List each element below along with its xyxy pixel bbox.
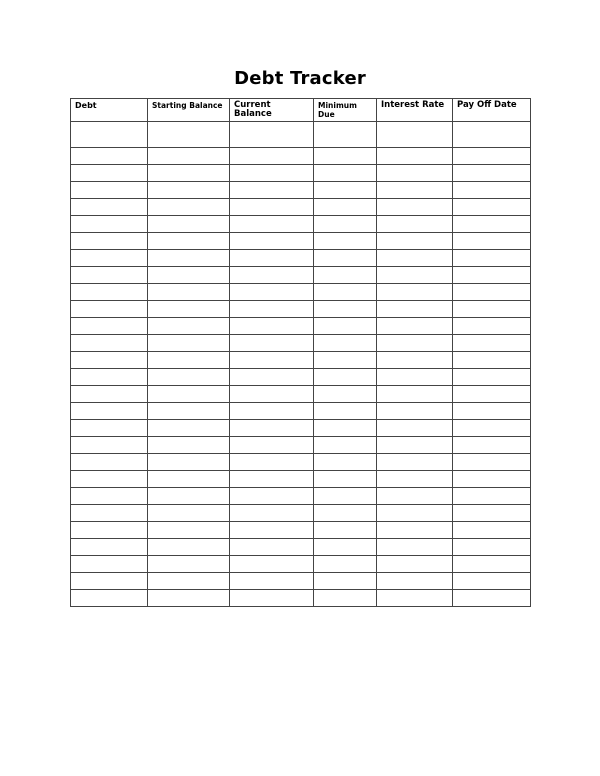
table-cell[interactable] bbox=[314, 165, 377, 182]
column-header-interest-rate: Interest Rate bbox=[377, 99, 453, 122]
table-cell[interactable] bbox=[377, 590, 453, 607]
table-cell[interactable] bbox=[148, 420, 230, 437]
table-row bbox=[71, 556, 531, 573]
table-cell[interactable] bbox=[377, 454, 453, 471]
table-cell[interactable] bbox=[453, 403, 531, 420]
table-cell[interactable] bbox=[71, 437, 148, 454]
table-cell[interactable] bbox=[453, 505, 531, 522]
table-cell[interactable] bbox=[71, 250, 148, 267]
table-row bbox=[71, 590, 531, 607]
table-cell[interactable] bbox=[453, 165, 531, 182]
table-cell[interactable] bbox=[71, 403, 148, 420]
table-row bbox=[71, 250, 531, 267]
table-cell[interactable] bbox=[314, 267, 377, 284]
column-header-pay-off-date: Pay Off Date bbox=[453, 99, 531, 122]
table-row bbox=[71, 420, 531, 437]
table-cell[interactable] bbox=[377, 233, 453, 250]
table-body bbox=[71, 122, 531, 607]
table-cell[interactable] bbox=[71, 386, 148, 403]
table-cell[interactable] bbox=[230, 386, 314, 403]
table-row bbox=[71, 267, 531, 284]
column-header-starting-balance: Starting Balance bbox=[148, 99, 230, 122]
table-cell[interactable] bbox=[377, 301, 453, 318]
column-header-current-balance: Current Balance bbox=[230, 99, 314, 122]
table-cell[interactable] bbox=[71, 352, 148, 369]
table-cell[interactable] bbox=[377, 182, 453, 199]
table-cell[interactable] bbox=[148, 522, 230, 539]
table-cell[interactable] bbox=[453, 437, 531, 454]
table-cell[interactable] bbox=[453, 488, 531, 505]
table-cell[interactable] bbox=[148, 318, 230, 335]
table-cell[interactable] bbox=[230, 454, 314, 471]
table-cell[interactable] bbox=[314, 590, 377, 607]
table-cell[interactable] bbox=[377, 318, 453, 335]
table-cell[interactable] bbox=[453, 335, 531, 352]
table-cell[interactable] bbox=[148, 199, 230, 216]
table-cell[interactable] bbox=[453, 556, 531, 573]
table-cell[interactable] bbox=[453, 182, 531, 199]
table-row bbox=[71, 573, 531, 590]
table-cell[interactable] bbox=[453, 573, 531, 590]
table-cell[interactable] bbox=[71, 420, 148, 437]
table-cell[interactable] bbox=[71, 522, 148, 539]
table-cell[interactable] bbox=[377, 437, 453, 454]
table-row bbox=[71, 318, 531, 335]
table-cell[interactable] bbox=[71, 488, 148, 505]
table-cell[interactable] bbox=[377, 250, 453, 267]
table-cell[interactable] bbox=[314, 318, 377, 335]
table-row bbox=[71, 505, 531, 522]
table-cell[interactable] bbox=[148, 369, 230, 386]
table-cell[interactable] bbox=[148, 233, 230, 250]
table-cell[interactable] bbox=[148, 573, 230, 590]
table-cell[interactable] bbox=[377, 335, 453, 352]
debt-tracker-table bbox=[70, 98, 531, 607]
table-cell[interactable] bbox=[314, 403, 377, 420]
table-cell[interactable] bbox=[314, 369, 377, 386]
column-header-debt: Debt bbox=[71, 99, 148, 122]
table-cell[interactable] bbox=[230, 233, 314, 250]
table-cell[interactable] bbox=[148, 590, 230, 607]
table-cell[interactable] bbox=[71, 182, 148, 199]
table-cell[interactable] bbox=[230, 573, 314, 590]
table-cell[interactable] bbox=[71, 233, 148, 250]
table-cell[interactable] bbox=[230, 471, 314, 488]
table-row bbox=[71, 148, 531, 165]
table-cell[interactable] bbox=[314, 148, 377, 165]
table-cell[interactable] bbox=[453, 590, 531, 607]
table-row bbox=[71, 403, 531, 420]
table-cell[interactable] bbox=[453, 369, 531, 386]
table-cell[interactable] bbox=[230, 369, 314, 386]
table-cell[interactable] bbox=[377, 148, 453, 165]
table-row bbox=[71, 165, 531, 182]
table-cell[interactable] bbox=[71, 454, 148, 471]
table-cell[interactable] bbox=[314, 488, 377, 505]
table-cell[interactable] bbox=[148, 352, 230, 369]
table-cell[interactable] bbox=[230, 505, 314, 522]
table-cell[interactable] bbox=[230, 267, 314, 284]
table-cell[interactable] bbox=[377, 122, 453, 148]
table-cell[interactable] bbox=[230, 403, 314, 420]
table-row bbox=[71, 471, 531, 488]
table-cell[interactable] bbox=[230, 522, 314, 539]
table-row bbox=[71, 352, 531, 369]
table-cell[interactable] bbox=[71, 301, 148, 318]
table-cell[interactable] bbox=[230, 488, 314, 505]
table-cell[interactable] bbox=[230, 122, 314, 148]
table-cell[interactable] bbox=[314, 505, 377, 522]
table-cell[interactable] bbox=[148, 505, 230, 522]
table-cell[interactable] bbox=[377, 199, 453, 216]
table-cell[interactable] bbox=[71, 216, 148, 233]
table-cell[interactable] bbox=[377, 386, 453, 403]
table-cell[interactable] bbox=[230, 437, 314, 454]
table-cell[interactable] bbox=[230, 301, 314, 318]
table-cell[interactable] bbox=[148, 386, 230, 403]
table-row bbox=[71, 488, 531, 505]
table-cell[interactable] bbox=[230, 335, 314, 352]
table-cell[interactable] bbox=[71, 148, 148, 165]
table-cell[interactable] bbox=[230, 182, 314, 199]
table-cell[interactable] bbox=[314, 471, 377, 488]
table-cell[interactable] bbox=[377, 369, 453, 386]
table-cell[interactable] bbox=[71, 122, 148, 148]
table-cell[interactable] bbox=[71, 539, 148, 556]
table-cell[interactable] bbox=[148, 267, 230, 284]
table-cell[interactable] bbox=[377, 403, 453, 420]
table-cell[interactable] bbox=[314, 556, 377, 573]
table-row bbox=[71, 539, 531, 556]
table-cell[interactable] bbox=[453, 386, 531, 403]
table-cell[interactable] bbox=[230, 284, 314, 301]
table-row bbox=[71, 216, 531, 233]
table-row bbox=[71, 182, 531, 199]
table-cell[interactable] bbox=[314, 420, 377, 437]
table-cell[interactable] bbox=[314, 386, 377, 403]
table-cell[interactable] bbox=[148, 165, 230, 182]
table-cell[interactable] bbox=[377, 556, 453, 573]
table-cell[interactable] bbox=[230, 165, 314, 182]
table-cell[interactable] bbox=[148, 182, 230, 199]
table-cell[interactable] bbox=[148, 556, 230, 573]
table-cell[interactable] bbox=[314, 233, 377, 250]
table-cell[interactable] bbox=[148, 471, 230, 488]
table-cell[interactable] bbox=[148, 539, 230, 556]
table-cell[interactable] bbox=[453, 199, 531, 216]
table-cell[interactable] bbox=[314, 182, 377, 199]
table-cell[interactable] bbox=[377, 522, 453, 539]
table-cell[interactable] bbox=[71, 199, 148, 216]
table-cell[interactable] bbox=[148, 148, 230, 165]
table-cell[interactable] bbox=[453, 352, 531, 369]
table-cell[interactable] bbox=[453, 420, 531, 437]
table-cell[interactable] bbox=[148, 437, 230, 454]
table-header-row bbox=[71, 99, 531, 122]
table-cell[interactable] bbox=[314, 573, 377, 590]
table-cell[interactable] bbox=[71, 165, 148, 182]
table-cell[interactable] bbox=[314, 216, 377, 233]
table-cell[interactable] bbox=[377, 420, 453, 437]
table-cell[interactable] bbox=[314, 301, 377, 318]
table-cell[interactable] bbox=[314, 539, 377, 556]
column-header-minimum-due: Minimum Due bbox=[314, 99, 377, 122]
table-cell[interactable] bbox=[377, 216, 453, 233]
table-cell[interactable] bbox=[453, 267, 531, 284]
table-cell[interactable] bbox=[230, 539, 314, 556]
table-row bbox=[71, 301, 531, 318]
table-cell[interactable] bbox=[230, 556, 314, 573]
table-cell[interactable] bbox=[314, 522, 377, 539]
table-cell[interactable] bbox=[453, 250, 531, 267]
table-cell[interactable] bbox=[453, 284, 531, 301]
table-cell[interactable] bbox=[148, 122, 230, 148]
table-cell[interactable] bbox=[453, 122, 531, 148]
table-cell[interactable] bbox=[71, 471, 148, 488]
table-row bbox=[71, 369, 531, 386]
table-cell[interactable] bbox=[314, 454, 377, 471]
table-cell[interactable] bbox=[377, 471, 453, 488]
table-cell[interactable] bbox=[230, 199, 314, 216]
table-cell[interactable] bbox=[377, 505, 453, 522]
table-cell[interactable] bbox=[453, 301, 531, 318]
table-cell[interactable] bbox=[71, 505, 148, 522]
table-cell[interactable] bbox=[453, 216, 531, 233]
table-cell[interactable] bbox=[377, 267, 453, 284]
table-cell[interactable] bbox=[377, 539, 453, 556]
table-cell[interactable] bbox=[453, 318, 531, 335]
page-title: Debt Tracker bbox=[234, 68, 366, 89]
table-cell[interactable] bbox=[148, 250, 230, 267]
table-cell[interactable] bbox=[453, 233, 531, 250]
table-cell[interactable] bbox=[71, 573, 148, 590]
table-cell[interactable] bbox=[230, 352, 314, 369]
table-row bbox=[71, 335, 531, 352]
table-cell[interactable] bbox=[314, 352, 377, 369]
table-cell[interactable] bbox=[148, 454, 230, 471]
table-cell[interactable] bbox=[453, 148, 531, 165]
table-cell[interactable] bbox=[314, 284, 377, 301]
table-cell[interactable] bbox=[230, 420, 314, 437]
table-cell[interactable] bbox=[148, 301, 230, 318]
table-cell[interactable] bbox=[314, 335, 377, 352]
table-cell[interactable] bbox=[314, 122, 377, 148]
table-row bbox=[71, 437, 531, 454]
table-cell[interactable] bbox=[148, 216, 230, 233]
table-cell[interactable] bbox=[71, 556, 148, 573]
table-cell[interactable] bbox=[230, 148, 314, 165]
table-cell[interactable] bbox=[453, 522, 531, 539]
table-cell[interactable] bbox=[230, 250, 314, 267]
table-cell[interactable] bbox=[314, 250, 377, 267]
table-row bbox=[71, 454, 531, 471]
table-row bbox=[71, 386, 531, 403]
table-cell[interactable] bbox=[377, 165, 453, 182]
table-cell[interactable] bbox=[230, 216, 314, 233]
table-cell[interactable] bbox=[230, 318, 314, 335]
table-cell[interactable] bbox=[453, 471, 531, 488]
table-cell[interactable] bbox=[314, 199, 377, 216]
table-cell[interactable] bbox=[314, 437, 377, 454]
table-cell[interactable] bbox=[71, 318, 148, 335]
table-cell[interactable] bbox=[148, 335, 230, 352]
table-row bbox=[71, 233, 531, 250]
table-cell[interactable] bbox=[230, 590, 314, 607]
table-cell[interactable] bbox=[71, 335, 148, 352]
table-cell[interactable] bbox=[148, 284, 230, 301]
table-row bbox=[71, 122, 531, 148]
table-cell[interactable] bbox=[148, 403, 230, 420]
table-cell[interactable] bbox=[71, 590, 148, 607]
table-cell[interactable] bbox=[377, 352, 453, 369]
table-cell[interactable] bbox=[453, 539, 531, 556]
table-cell[interactable] bbox=[377, 284, 453, 301]
table-cell[interactable] bbox=[71, 369, 148, 386]
table-cell[interactable] bbox=[148, 488, 230, 505]
table-row bbox=[71, 199, 531, 216]
table-cell[interactable] bbox=[71, 284, 148, 301]
table-cell[interactable] bbox=[377, 573, 453, 590]
table-cell[interactable] bbox=[377, 488, 453, 505]
table-cell[interactable] bbox=[71, 267, 148, 284]
table-cell[interactable] bbox=[453, 454, 531, 471]
table-row bbox=[71, 284, 531, 301]
table-row bbox=[71, 522, 531, 539]
